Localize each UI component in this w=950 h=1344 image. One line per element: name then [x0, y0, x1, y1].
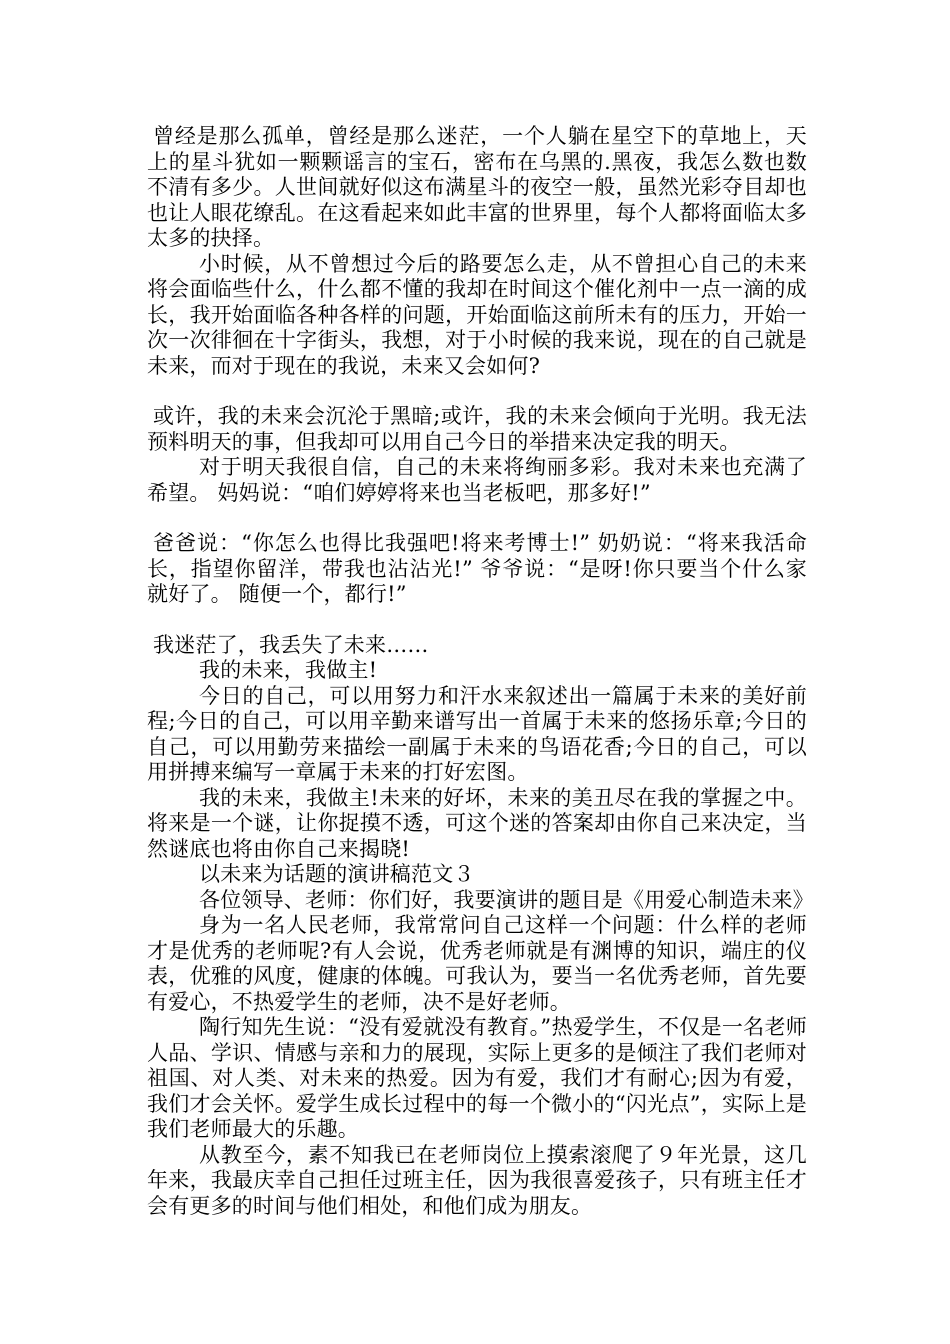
- paragraph-5: 爸爸说：“你怎么也得比我强吧!将来考博士!” 奶奶说：“将来我活命长，指望你留洋，带我也沾沾光!” 爷爷说：“是呀!你只要当个什么家就好了。 随便一个，都行!”: [147, 531, 807, 606]
- paragraph-1: 曾经是那么孤单，曾经是那么迷茫，一个人躺在星空下的草地上，天上的星斗犹如一颗颗谣言的宝石，密布在乌黑的.黑夜，我怎么数也数不清有多少。人世间就好似这布满星斗的夜空一般，虽然光彩夺目却也也让人眼花缭乱。在这看起来如此丰富的世界里，每个人都将面临太多太多的抉择。: [147, 124, 807, 250]
- paragraph-10: 各位领导、老师：你们好，我要演讲的题目是《用爱心制造未来》: [199, 887, 814, 912]
- paragraph-12: 陶行知先生说：“没有爱就没有教育。”热爱学生，不仅是一名老师人品、学识、情感与亲和力的展现，实际上更多的是倾注了我们老师对祖国、对人类、对未来的热爱。因为有爱，我们才有耐心;因为有爱，我们才会关怀。爱学生成长过程中的每一个微小的“闪光点”，实际上是我们老师最大的乐趣。: [147, 1015, 807, 1141]
- paragraph-11: 身为一名人民老师，我常常问自己这样一个问题：什么样的老师才是优秀的老师呢?有人会说，优秀老师就是有渊博的知识，端庄的仪表，优雅的风度，健康的体魄。可我认为，要当一名优秀老师，首先要有爱心，不热爱学生的老师，决不是好老师。: [147, 913, 807, 1014]
- section-heading: 以未来为话题的演讲稿范文３: [199, 862, 475, 886]
- paragraph-6: 我迷茫了，我丢失了未来……: [153, 632, 429, 657]
- paragraph-9: 我的未来，我做主!未来的好坏，未来的美丑尽在我的掌握之中。将来是一个谜，让你捉摸不透，可这个迷的答案却由你自己来决定，当然谜底也将由你自己来揭晓!: [147, 785, 807, 861]
- document-body: [147, 124, 814, 1219]
- paragraph-7: 我的未来，我做主!: [199, 658, 378, 682]
- paragraph-2: 小时候，从不曾想过今后的路要怎么走，从不曾担心自己的未来将会面临些什么，什么都不懂的我却在时间这个催化剂中一点一滴的成长，我开始面临各种各样的问题，开始面临这前所未有的压力，开始一次一次徘徊在十字街头，我想，对于小时候的我来说，现在的自己就是未来，而对于现在的我说，未来又会如何?: [147, 251, 807, 378]
- paragraph-8: 今日的自己，可以用努力和汗水来叙述出一篇属于未来的美好前程;今日的自己，可以用辛勤来谱写出一首属于未来的悠扬乐章;今日的自己，可以用勤劳来描绘一副属于未来的鸟语花香;今日的自己，可以用拼搏来编写一章属于未来的打好宏图。: [147, 683, 807, 784]
- paragraph-3: 或许，我的未来会沉沦于黑暗;或许，我的未来会倾向于光明。我无法预料明天的事，但我却可以用自己今日的举措来决定我的明天。: [147, 404, 807, 454]
- paragraph-13: 从教至今，素不知我已在老师岗位上摸索滚爬了９年光景，这几年来，我最庆幸自己担任过班主任，因为我很喜爱孩子，只有班主任才会有更多的时间与他们相处，和他们成为朋友。: [147, 1142, 807, 1218]
- paragraph-4: 对于明天我很自信，自己的未来将绚丽多彩。我对未来也充满了希望。 妈妈说：“咱们婷婷将来也当老板吧，那多好!”: [147, 455, 807, 505]
